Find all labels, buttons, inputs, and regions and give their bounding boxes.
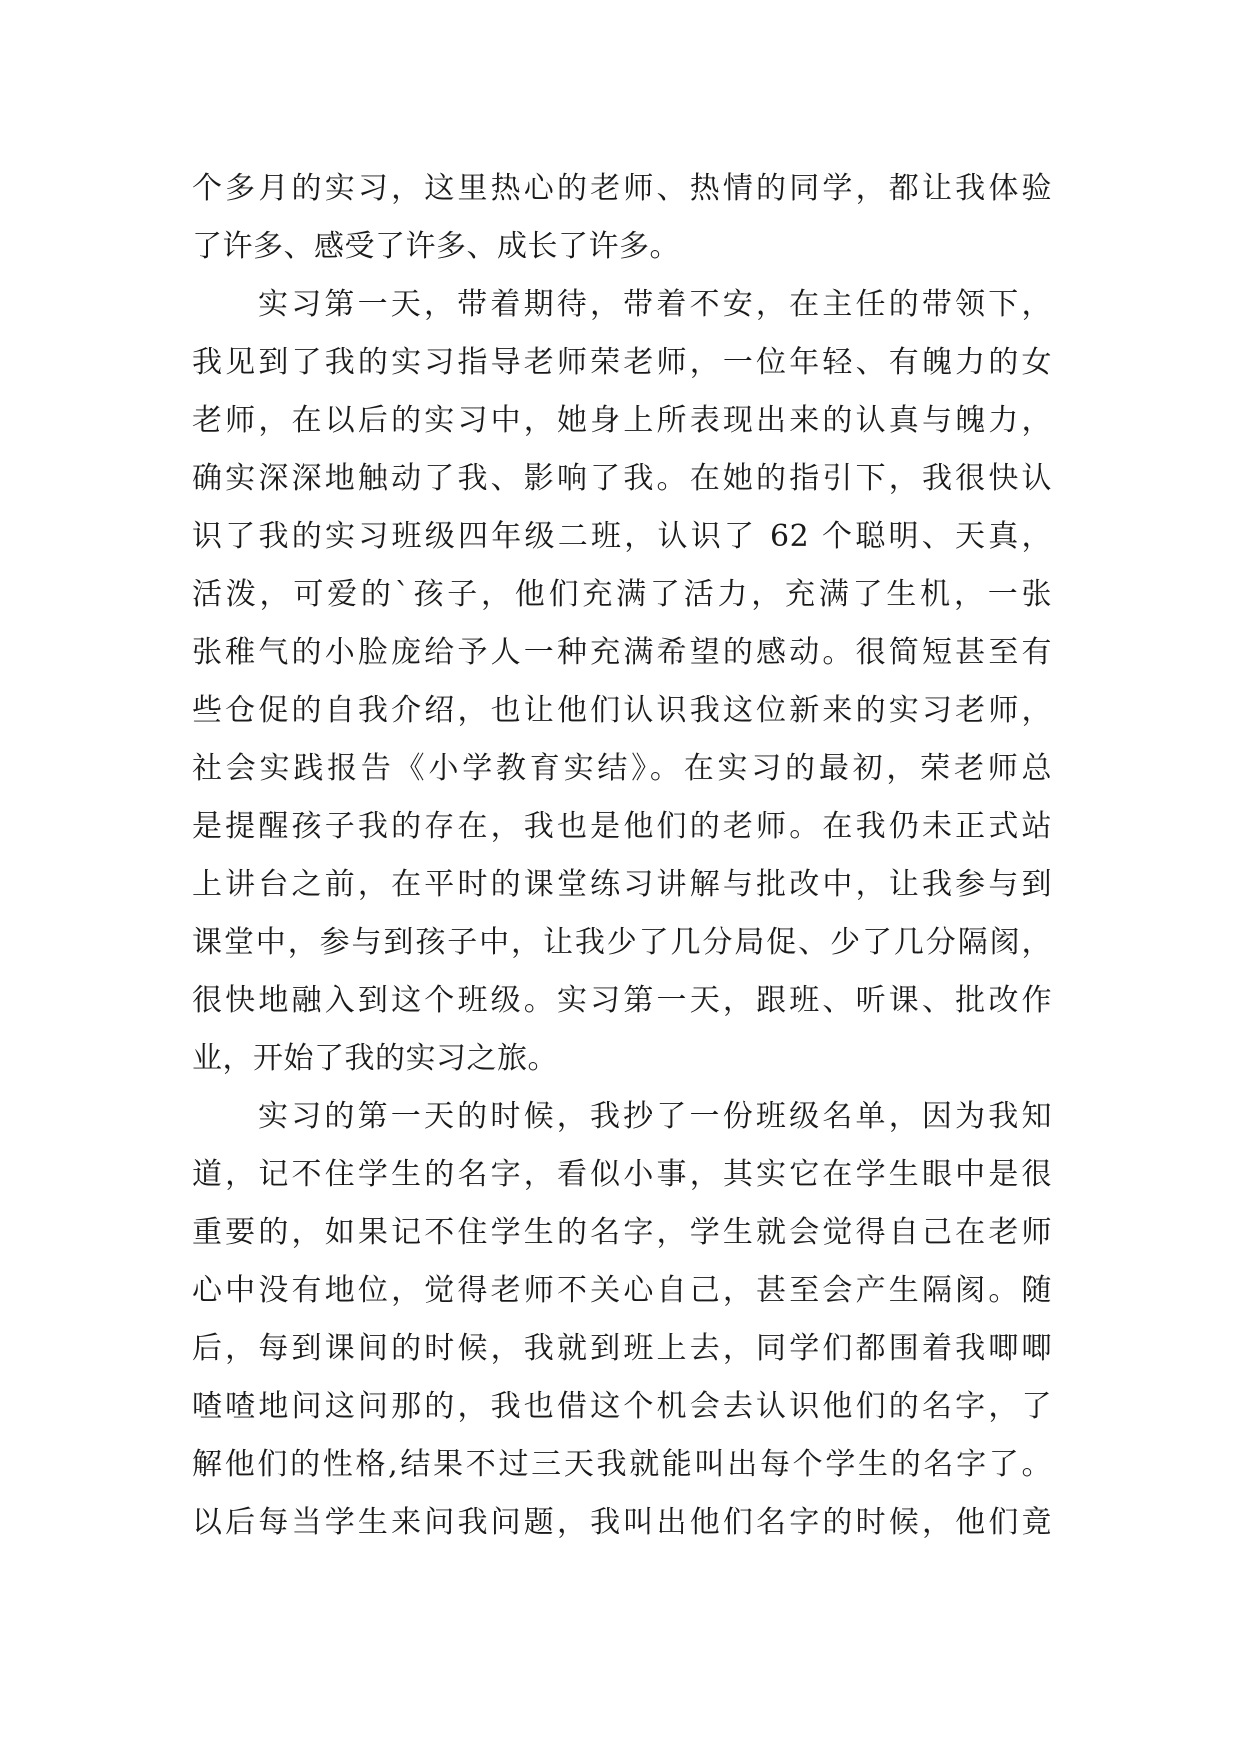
text-line: 是提醒孩子我的存在，我也是他们的老师。在我仍未正式站 <box>192 809 1052 844</box>
text-line: 业，开始了我的实习之旅。 <box>192 1041 558 1076</box>
text-line: 社会实践报告《小学教育实结》。在实习的最初，荣老师总 <box>192 751 1052 786</box>
paragraph-start-line: 实习第一天，带着期待，带着不安，在主任的带领下， <box>258 287 1052 322</box>
text-line: 课堂中，参与到孩子中，让我少了几分局促、少了几分隔阂， <box>192 925 1052 960</box>
text-line: 心中没有地位，觉得老师不关心自己，甚至会产生隔阂。随 <box>192 1273 1052 1308</box>
text-line: 张稚气的小脸庞给予人一种充满希望的感动。很简短甚至有 <box>192 635 1052 670</box>
text-line: 些仓促的自我介绍，也让他们认识我这位新来的实习老师， <box>192 693 1052 728</box>
text-line: 老师，在以后的实习中，她身上所表现出来的认真与魄力， <box>192 403 1052 438</box>
text-line: 后，每到课间的时候，我就到班上去，同学们都围着我唧唧 <box>192 1331 1052 1366</box>
text-line: 活泼，可爱的`孩子，他们充满了活力，充满了生机，一张 <box>192 577 1052 612</box>
text-line: 识了我的实习班级四年级二班，认识了 62 个聪明、天真， <box>192 519 1052 554</box>
text-line: 喳喳地问这问那的，我也借这个机会去认识他们的名字，了 <box>192 1389 1052 1424</box>
text-line: 很快地融入到这个班级。实习第一天，跟班、听课、批改作 <box>192 983 1052 1018</box>
text-line: 了许多、感受了许多、成长了许多。 <box>192 229 680 264</box>
text-line: 道，记不住学生的名字，看似小事，其实它在学生眼中是很 <box>192 1157 1052 1192</box>
text-line: 以后每当学生来问我问题，我叫出他们名字的时候，他们竟 <box>192 1505 1052 1540</box>
text-line: 重要的，如果记不住学生的名字，学生就会觉得自己在老师 <box>192 1215 1052 1250</box>
text-line: 解他们的性格,结果不过三天我就能叫出每个学生的名字了。 <box>192 1447 1052 1482</box>
paragraph-start-line: 实习的第一天的时候，我抄了一份班级名单，因为我知 <box>258 1099 1052 1134</box>
text-line: 确实深深地触动了我、影响了我。在她的指引下，我很快认 <box>192 461 1052 496</box>
text-line: 个多月的实习，这里热心的老师、热情的同学，都让我体验 <box>192 171 1052 206</box>
text-line: 我见到了我的实习指导老师荣老师，一位年轻、有魄力的女 <box>192 345 1052 380</box>
text-line: 上讲台之前，在平时的课堂练习讲解与批改中，让我参与到 <box>192 867 1052 902</box>
